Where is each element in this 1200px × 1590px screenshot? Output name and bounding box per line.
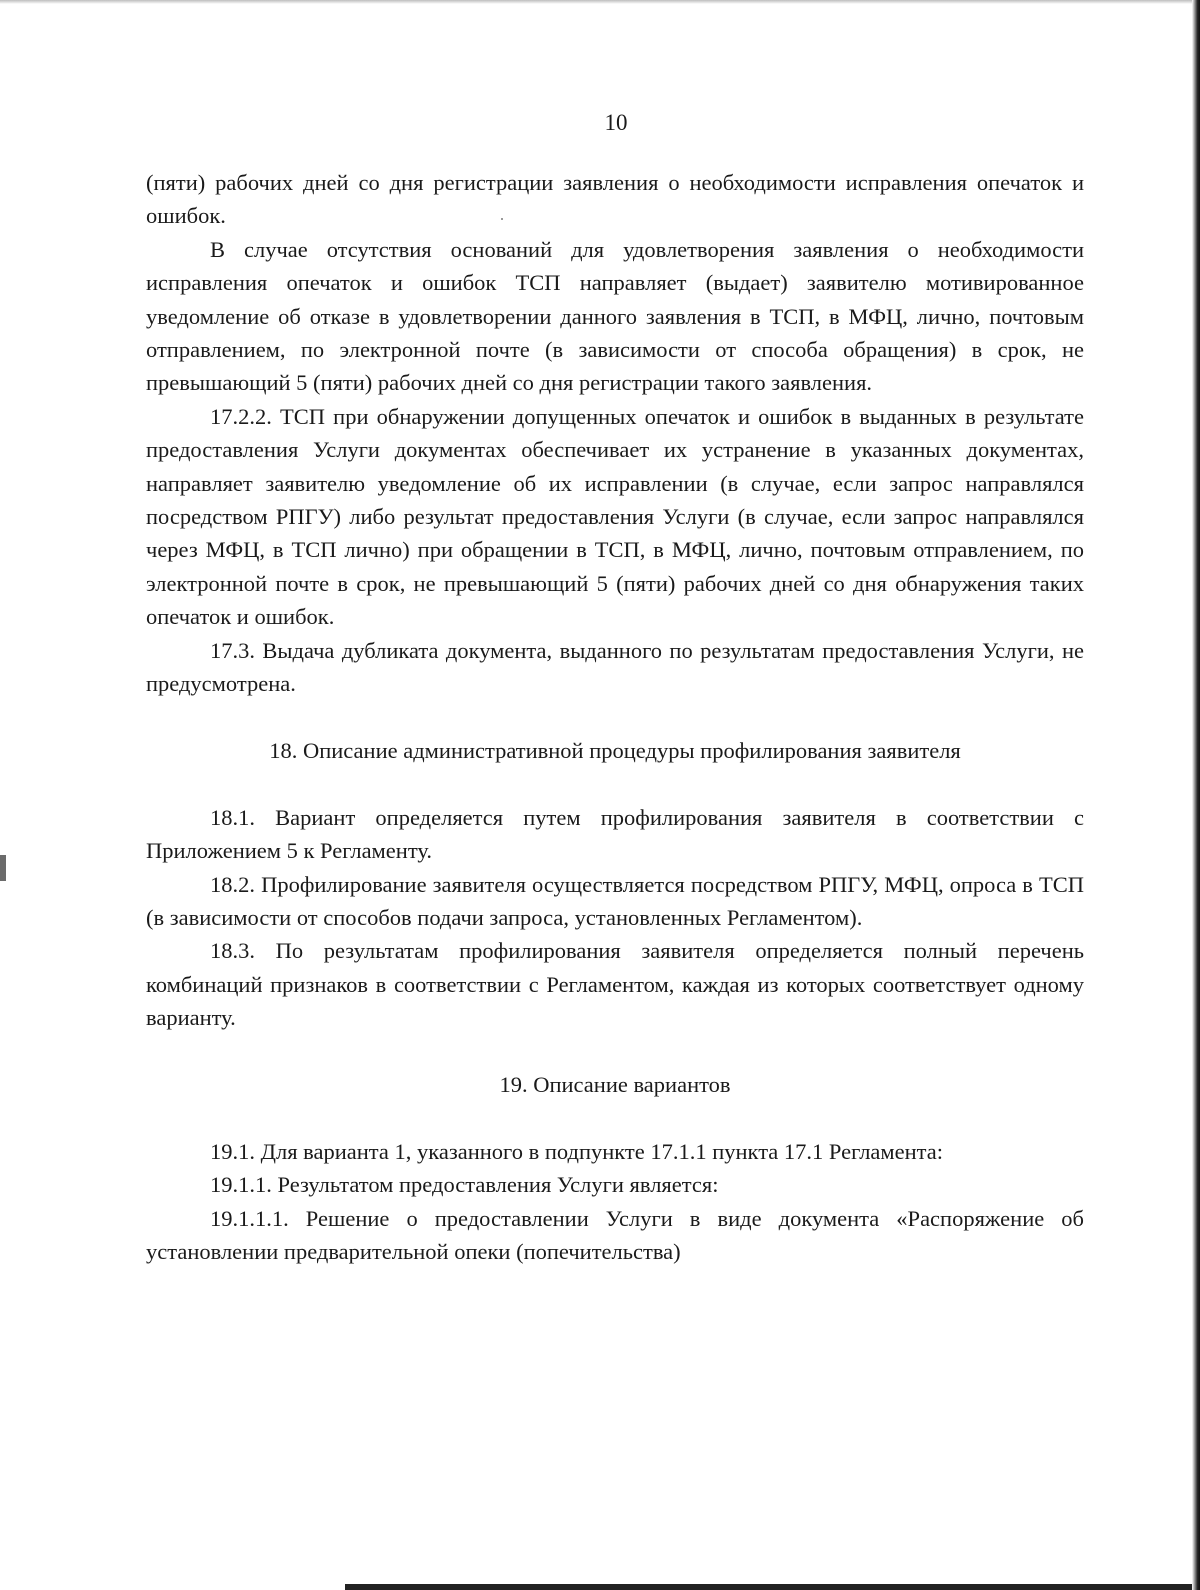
paragraph-19-1-1: 19.1.1. Результатом предоставления Услуги является: [210,1172,719,1198]
section-spacer [146,1035,1084,1068]
paragraph-18-3: 18.3. По результатам профилирования заявителя определяется полный перечень комбинаций признаков в соответствии с Регламентом, каждая из которых соответствует одному варианту. [146,938,1084,1031]
paragraph-19-1-1-1: 19.1.1.1. Решение о предоставлении Услуги в виде документа «Распоряжение об установлении предварительной опеки (попечительства) [146,1205,1084,1264]
paragraph-19-1: 19.1. Для варианта 1, указанного в подпункте 17.1.1 пункта 17.1 Регламента: [210,1138,944,1164]
scan-edge-top [0,0,1200,4]
document-body [146,166,1084,1268]
paragraph-18-1: 18.1. Вариант определяется путем профилирования заявителя в соответствии с Приложением 5 к Регламенту. [146,804,1084,864]
section-heading-19: 19. Описание вариантов [499,1071,731,1097]
section-spacer [146,1101,1084,1134]
section-spacer [146,767,1084,800]
paragraph-continuation: (пяти) рабочих дней со дня регистрации заявления о необходимости исправления опечаток и ошибок. [146,170,1084,229]
section-heading-18: 18. Описание административной процедуры профилирования заявителя [269,737,961,763]
scan-edge-right [1192,0,1200,1590]
scan-edge-left-mark [0,855,6,881]
paragraph-17-2-2: 17.2.2. ТСП при обнаружении допущенных опечаток и ошибок в выданных в результате предоставления Услуги документах обеспечивает их устранение в указанных документах, направляет заявителю уведомление об их исправлении (в случае, если запрос направлялся посредством РПГУ) либо результат предоставления Услуги (в случае, если запрос направлялся через МФЦ, в ТСП лично) при обращении в ТСП, в МФЦ, лично, почтовым отправлением, по электронной почте в срок, не превышающий 5 (пяти) рабочих дней со дня обнаружения таких опечаток и ошибок. [146,403,1084,630]
scan-edge-bottom [345,1584,1192,1590]
paragraph-17-3: 17.3. Выдача дубликата документа, выданного по результатам предоставления Услуги, не предусмотрена. [146,637,1084,697]
page-number: 10 [604,110,628,135]
paragraph-refusal: В случае отсутствия оснований для удовлетворения заявления о необходимости исправления опечаток и ошибок ТСП направляет (выдает) заявителю мотивированное уведомление об отказе в удовлетворении данного заявления в ТСП, в МФЦ, лично, почтовым отправлением, по электронной почте (в зависимости от способа обращения) в срок, не превышающий 5 (пяти) рабочих дней со дня регистрации такого заявления. [146,236,1084,396]
paragraph-18-2: 18.2. Профилирование заявителя осуществляется посредством РПГУ, МФЦ, опроса в ТСП (в зависимости от способов подачи запроса, установленных Регламентом). [146,871,1084,930]
section-spacer [146,701,1084,734]
